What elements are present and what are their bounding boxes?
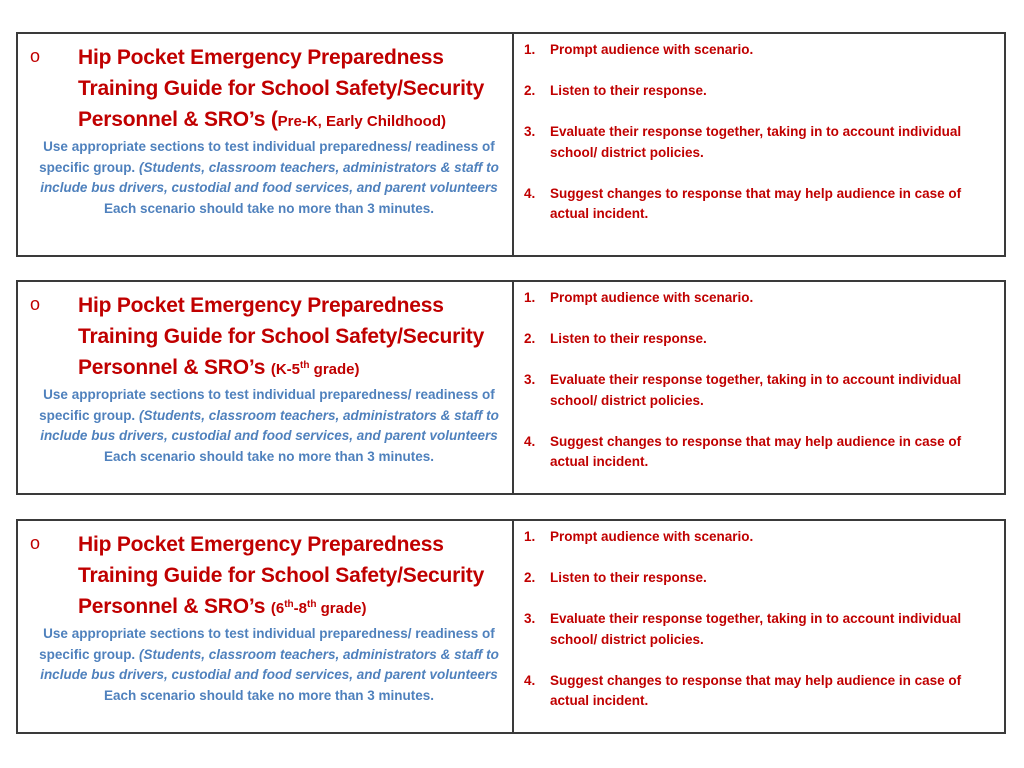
card-steps-cell xyxy=(514,282,1004,493)
card-title-cell xyxy=(18,282,514,493)
guide-title-text: Hip Pocket Emergency Preparedness Training Guide for School Safety/Security Personnel & SRO’s xyxy=(78,533,485,618)
grade-sup: th xyxy=(284,599,294,610)
desc-time-limit: Each scenario should take no more than 3 minutes. xyxy=(103,687,435,703)
grade-post: grade) xyxy=(309,361,360,378)
step-text: Listen to their response. xyxy=(550,570,707,585)
guide-title xyxy=(78,290,502,385)
grade-sup: th xyxy=(300,360,310,371)
step-item xyxy=(524,288,992,309)
card-steps-cell xyxy=(514,34,1004,255)
grade-pre: (K-5 xyxy=(270,361,301,378)
desc-time-limit: Each scenario should take no more than 3 minutes. xyxy=(103,200,435,216)
step-item xyxy=(524,40,992,61)
training-card-k5 xyxy=(16,280,1006,495)
grade-open-paren: ( xyxy=(270,108,278,131)
desc-instructions: Use appropriate sections to test individual preparedness/ readiness of specific group. xyxy=(39,139,495,175)
step-number: 3. xyxy=(524,611,536,626)
bullet-icon: o xyxy=(30,533,41,553)
card-title-cell xyxy=(18,521,514,732)
step-number: 4. xyxy=(524,672,536,688)
step-number: 1. xyxy=(524,529,536,544)
grade-label: Pre-K, Early Childhood) xyxy=(277,113,447,130)
step-text: Suggest changes to response that may help audience in case of actual incident. xyxy=(550,672,962,708)
grade-post: grade) xyxy=(316,600,367,617)
step-number: 1. xyxy=(524,42,536,57)
step-text: Evaluate their response together, taking in to account individual school/ district policies. xyxy=(550,611,962,647)
step-number: 3. xyxy=(524,124,536,139)
step-item xyxy=(524,432,992,473)
desc-audience: (Students, classroom teachers, administrators & staff to include bus drivers, custodial and food services, and parent volunteers xyxy=(40,646,499,682)
step-item xyxy=(524,122,992,163)
guide-description xyxy=(36,385,502,467)
step-number: 4. xyxy=(524,185,536,201)
step-number: 1. xyxy=(524,290,536,305)
step-number: 2. xyxy=(524,570,536,585)
steps-list xyxy=(524,527,992,712)
step-text: Evaluate their response together, taking in to account individual school/ district policies. xyxy=(550,372,962,408)
guide-title xyxy=(78,42,502,137)
step-item xyxy=(524,329,992,350)
steps-list xyxy=(524,40,992,225)
guide-title-text: Hip Pocket Emergency Preparedness Training Guide for School Safety/Security Personnel & SRO’s xyxy=(78,294,485,379)
step-item xyxy=(524,568,992,589)
desc-audience: (Students, classroom teachers, administrators & staff to include bus drivers, custodial and food services, and parent volunteers xyxy=(40,159,499,195)
step-item xyxy=(524,671,992,712)
step-item xyxy=(524,370,992,411)
step-text: Prompt audience with scenario. xyxy=(550,290,754,305)
step-item xyxy=(524,609,992,650)
grade-label xyxy=(271,600,367,617)
guide-description xyxy=(36,137,502,219)
grade-sup: th xyxy=(307,599,317,610)
desc-time-limit: Each scenario should take no more than 3 minutes. xyxy=(103,448,435,464)
grade-mid: -8 xyxy=(293,600,307,617)
steps-list xyxy=(524,288,992,473)
step-number: 3. xyxy=(524,372,536,387)
step-text: Suggest changes to response that may help audience in case of actual incident. xyxy=(550,185,962,221)
card-title-cell xyxy=(18,34,514,255)
guide-title-text: Hip Pocket Emergency Preparedness Training Guide for School Safety/Security Personnel & SRO’s xyxy=(78,46,485,131)
step-text: Prompt audience with scenario. xyxy=(550,42,754,57)
desc-audience: (Students, classroom teachers, administrators & staff to include bus drivers, custodial and food services, and parent volunteers xyxy=(40,407,499,443)
step-number: 2. xyxy=(524,83,536,98)
guide-title xyxy=(78,529,502,624)
training-card-6-8 xyxy=(16,519,1006,734)
step-number: 2. xyxy=(524,331,536,346)
step-number: 4. xyxy=(524,433,536,449)
step-text: Listen to their response. xyxy=(550,331,707,346)
desc-instructions: Use appropriate sections to test individual preparedness/ readiness of specific group. xyxy=(39,387,495,423)
step-text: Prompt audience with scenario. xyxy=(550,529,754,544)
step-item xyxy=(524,184,992,225)
step-item xyxy=(524,527,992,548)
desc-instructions: Use appropriate sections to test individual preparedness/ readiness of specific group. xyxy=(39,626,495,662)
step-text: Suggest changes to response that may help audience in case of actual incident. xyxy=(550,433,962,469)
training-card-prek xyxy=(16,32,1006,257)
grade-pre: (6 xyxy=(270,600,285,617)
card-steps-cell xyxy=(514,521,1004,732)
bullet-icon: o xyxy=(30,46,41,66)
step-text: Evaluate their response together, taking in to account individual school/ district policies. xyxy=(550,124,962,160)
step-text: Listen to their response. xyxy=(550,83,707,98)
step-item xyxy=(524,81,992,102)
guide-description xyxy=(36,624,502,706)
bullet-icon: o xyxy=(30,294,41,314)
grade-label xyxy=(271,361,360,378)
